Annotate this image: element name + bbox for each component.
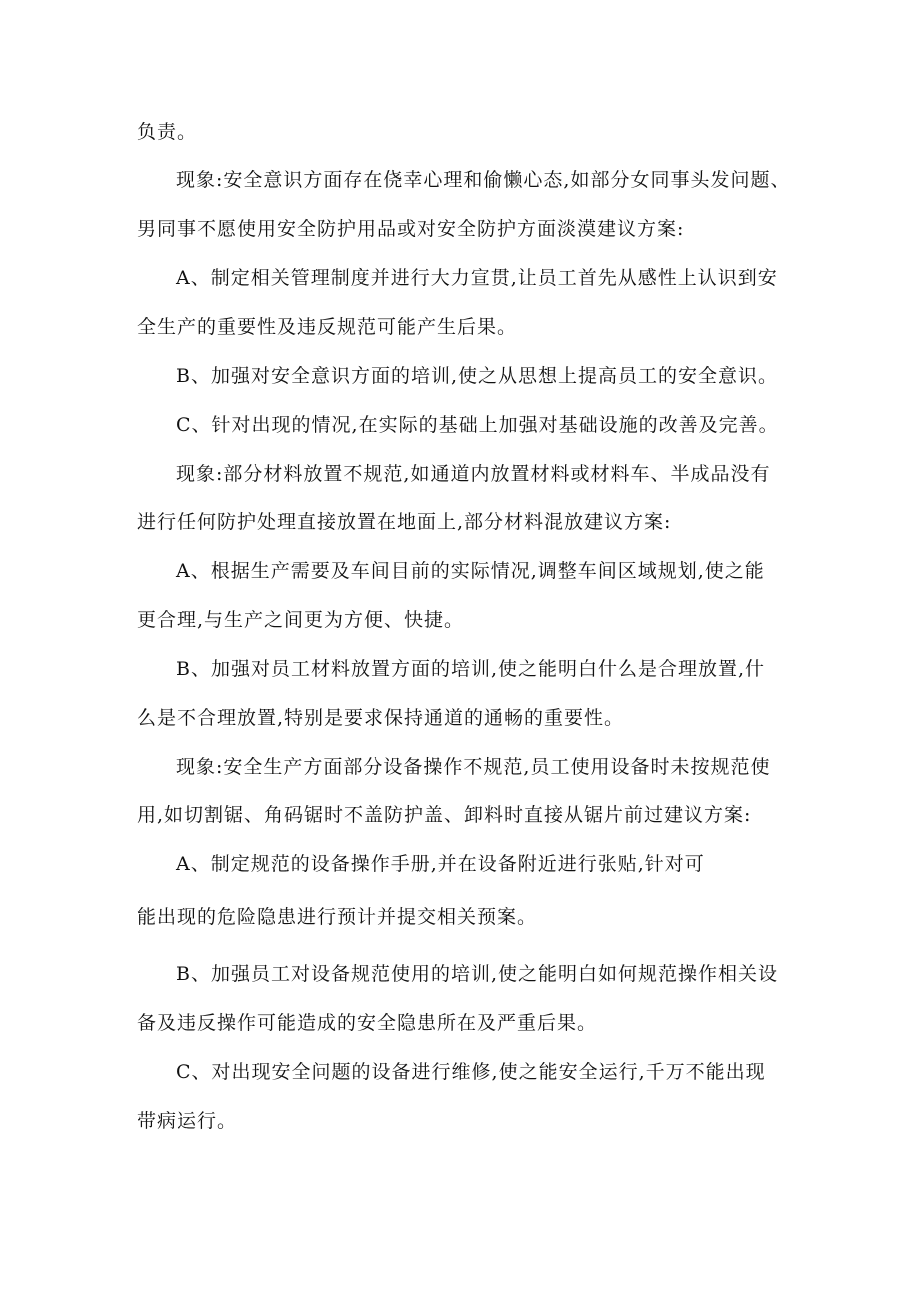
text-line: 带病运行。 xyxy=(137,1110,238,1132)
text-line: C、对出现安全问题的设备进行维修,使之能安全运行,千万不能出现 xyxy=(176,1061,766,1083)
text-line: 现象:安全生产方面部分设备操作不规范,员工使用设备时未按规范使 xyxy=(176,756,771,778)
text-line: 备及违反操作可能造成的安全隐患所在及严重后果。 xyxy=(137,1012,598,1034)
text-line: 用,如切割锯、角码锯时不盖防护盖、卸料时直接从锯片前过建议方案: xyxy=(137,804,752,826)
text-line: A、制定规范的设备操作手册,并在设备附近进行张贴,针对可 xyxy=(176,853,705,875)
text-line: 么是不合理放置,特别是要求保持通道的通畅的重要性。 xyxy=(137,707,625,729)
text-line: 更合理,与生产之间更为方便、快捷。 xyxy=(137,609,465,631)
text-line: C、针对出现的情况,在实际的基础上加强对基础设施的改善及完善。 xyxy=(176,414,779,436)
text-line: 现象:安全意识方面存在侥幸心理和偷懒心态,如部分女同事头发问题、 xyxy=(176,169,791,191)
text-line: A、根据生产需要及车间目前的实际情况,调整车间区域规划,使之能 xyxy=(176,560,765,582)
text-line: B、加强对员工材料放置方面的培训,使之能明白什么是合理放置,什 xyxy=(176,658,766,680)
text-line: 现象:部分材料放置不规范,如通道内放置材料或材料车、半成品没有 xyxy=(176,463,771,485)
text-line: 进行任何防护处理直接放置在地面上,部分材料混放建议方案: xyxy=(137,511,672,533)
text-line: 男同事不愿使用安全防护用品或对安全防护方面淡漠建议方案: xyxy=(137,218,685,240)
text-line: B、加强员工对设备规范使用的培训,使之能明白如何规范操作相关设 xyxy=(176,963,779,985)
text-line: B、加强对安全意识方面的培训,使之从思想上提高员工的安全意识。 xyxy=(176,365,779,387)
text-line: 能出现的危险隐患进行预计并提交相关预案。 xyxy=(137,906,538,928)
text-line: 负责。 xyxy=(137,121,198,143)
text-line: 全生产的重要性及违反规范可能产生后果。 xyxy=(137,316,518,338)
text-line: A、制定相关管理制度并进行大力宣贯,让员工首先从感性上认识到安 xyxy=(176,267,778,289)
